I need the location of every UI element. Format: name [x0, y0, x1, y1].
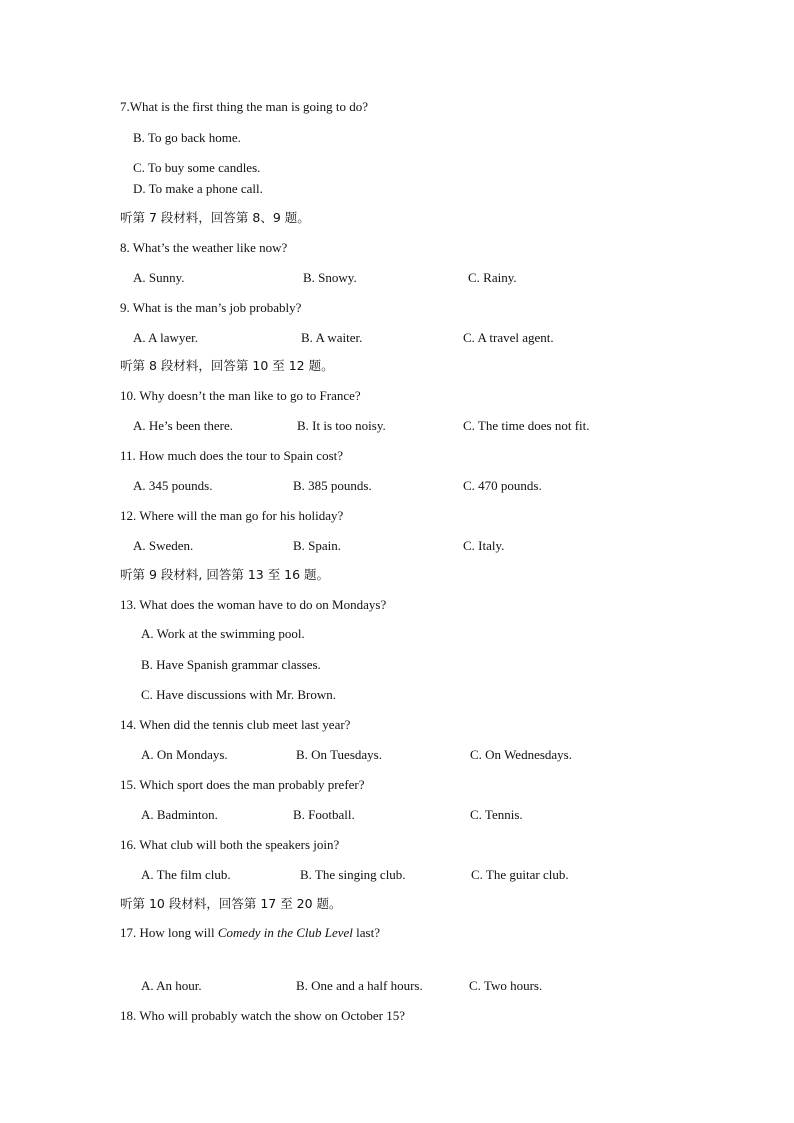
- section-heading-9: 听第 9 段材料, 回答第 13 至 16 题。: [120, 567, 330, 582]
- q14-option-c: C. On Wednesdays.: [470, 747, 572, 762]
- q13-option-c: C. Have discussions with Mr. Brown.: [141, 687, 336, 702]
- q7-option-b: B. To go back home.: [133, 130, 241, 145]
- q10-option-c: C. The time does not fit.: [463, 418, 590, 433]
- q11-option-a: A. 345 pounds.: [133, 478, 213, 493]
- q15-option-a: A. Badminton.: [141, 807, 218, 822]
- question-11: 11. How much does the tour to Spain cost?: [120, 448, 344, 463]
- q10-option-b: B. It is too noisy.: [297, 418, 386, 433]
- q13-option-a: A. Work at the swimming pool.: [141, 626, 305, 641]
- section-heading-7: 听第 7 段材料，回答第 8、9 题。: [120, 210, 310, 225]
- q11-option-c: C. 470 pounds.: [463, 478, 542, 493]
- question-13: 13. What does the woman have to do on Mondays?: [120, 597, 387, 612]
- q16-option-a: A. The film club.: [141, 867, 231, 882]
- question-9: 9. What is the man’s job probably?: [120, 300, 302, 315]
- question-7: 7.What is the first thing the man is going to do?: [120, 99, 369, 114]
- question-16: 16. What club will both the speakers join?: [120, 837, 340, 852]
- q12-option-c: C. Italy.: [463, 538, 505, 553]
- question-17-title: Comedy in the Club Level: [217, 925, 353, 940]
- q17-option-a: A. An hour.: [141, 978, 202, 993]
- q13-option-b: B. Have Spanish grammar classes.: [141, 657, 321, 672]
- question-10: 10. Why doesn’t the man like to go to France?: [120, 388, 361, 403]
- question-17-suffix: last?: [352, 925, 380, 940]
- section-heading-10: 听第 10 段材料，回答第 17 至 20 题。: [120, 896, 342, 911]
- question-17-prefix: 17. How long will: [120, 925, 218, 940]
- q17-option-c: C. Two hours.: [469, 978, 543, 993]
- question-12: 12. Where will the man go for his holiday?: [120, 508, 344, 523]
- q17-option-b: B. One and a half hours.: [296, 978, 423, 993]
- q8-option-c: C. Rainy.: [468, 270, 517, 285]
- question-14: 14. When did the tennis club meet last year?: [120, 717, 351, 732]
- q15-option-c: C. Tennis.: [470, 807, 523, 822]
- question-8: 8. What’s the weather like now?: [120, 240, 288, 255]
- q9-option-c: C. A travel agent.: [463, 330, 554, 345]
- q16-option-c: C. The guitar club.: [471, 867, 569, 882]
- q12-option-a: A. Sweden.: [133, 538, 194, 553]
- section-heading-8: 听第 8 段材料，回答第 10 至 12 题。: [120, 358, 334, 373]
- q14-option-a: A. On Mondays.: [141, 747, 228, 762]
- q10-option-a: A. He’s been there.: [133, 418, 233, 433]
- q11-option-b: B. 385 pounds.: [293, 478, 372, 493]
- question-18: 18. Who will probably watch the show on October 15?: [120, 1008, 405, 1023]
- q9-option-a: A. A lawyer.: [133, 330, 198, 345]
- q8-option-a: A. Sunny.: [133, 270, 185, 285]
- q7-option-d: D. To make a phone call.: [133, 181, 263, 196]
- q14-option-b: B. On Tuesdays.: [296, 747, 382, 762]
- q15-option-b: B. Football.: [293, 807, 355, 822]
- question-15: 15. Which sport does the man probably prefer?: [120, 777, 365, 792]
- q8-option-b: B. Snowy.: [303, 270, 357, 285]
- q7-option-c: C. To buy some candles.: [133, 160, 261, 175]
- q12-option-b: B. Spain.: [293, 538, 342, 553]
- q16-option-b: B. The singing club.: [300, 867, 406, 882]
- q9-option-b: B. A waiter.: [301, 330, 363, 345]
- question-17: [120, 925, 380, 941]
